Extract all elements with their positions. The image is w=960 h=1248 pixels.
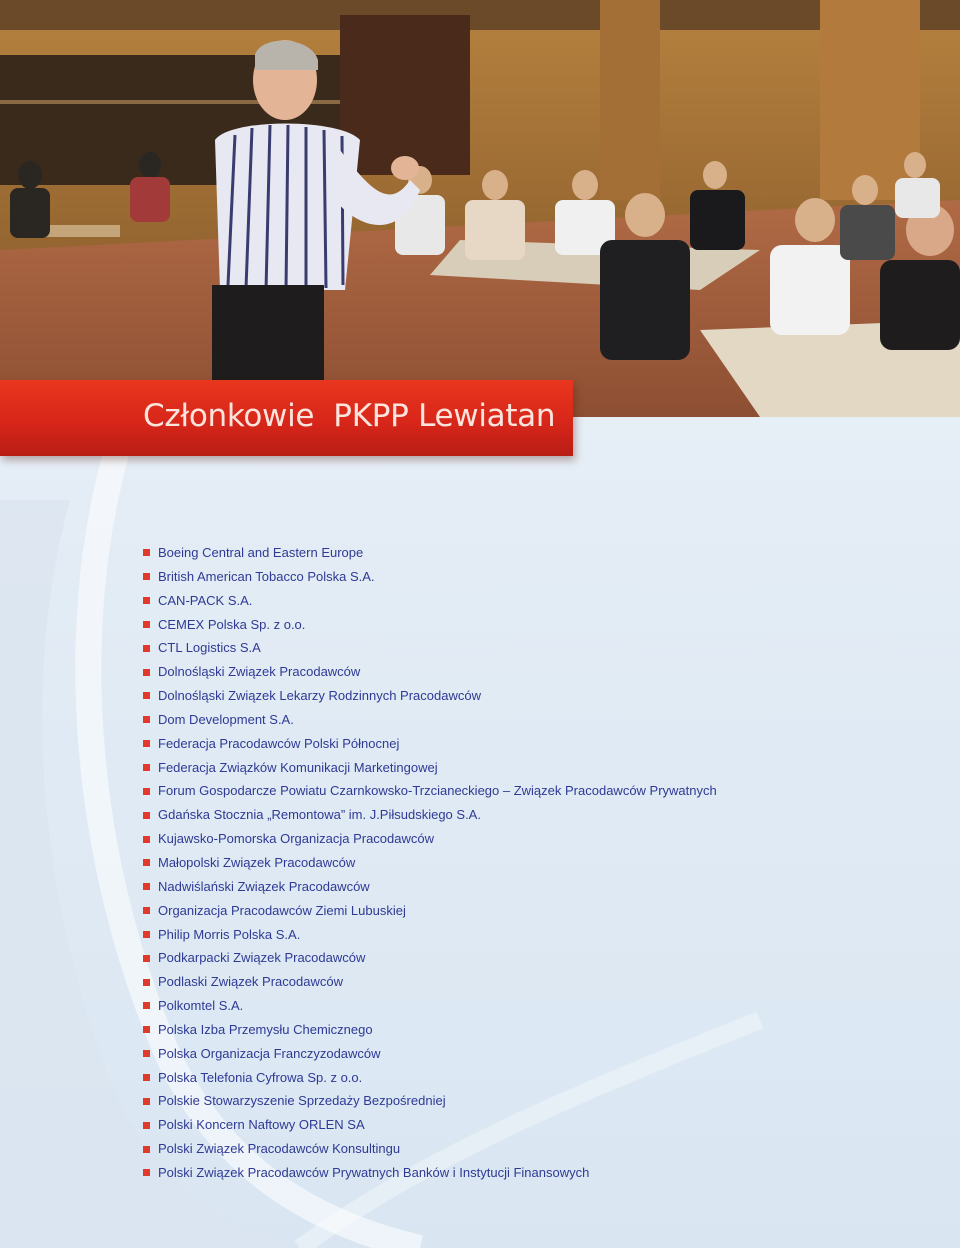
list-item [143, 1018, 717, 1042]
list-item [143, 1066, 717, 1090]
list-item [143, 1137, 717, 1161]
member-name: Dom Development S.A. [158, 711, 294, 727]
list-item [143, 732, 717, 756]
list-item [143, 970, 717, 994]
member-name: Philip Morris Polska S.A. [158, 926, 301, 942]
page-title: Członkowie PKPP Lewiatan [143, 398, 556, 434]
bullet-square-icon [143, 692, 150, 699]
bullet-square-icon [143, 573, 150, 580]
bullet-square-icon [143, 883, 150, 890]
member-name: Polski Związek Pracodawców Konsultingu [158, 1141, 401, 1157]
member-name: Polska Organizacja Franczyzodawców [158, 1045, 381, 1061]
bullet-square-icon [143, 1169, 150, 1176]
member-name: Polski Związek Pracodawców Prywatnych Banków i Instytucji Finansowych [158, 1164, 590, 1180]
bullet-square-icon [143, 1074, 150, 1081]
member-name: Małopolski Związek Pracodawców [158, 854, 356, 870]
bullet-square-icon [143, 597, 150, 604]
list-item [143, 946, 717, 970]
member-name: Polski Koncern Naftowy ORLEN SA [158, 1117, 365, 1133]
bullet-square-icon [143, 1122, 150, 1129]
member-name: Polska Telefonia Cyfrowa Sp. z o.o. [158, 1069, 363, 1085]
member-name: Podlaski Związek Pracodawców [158, 974, 343, 990]
member-name: Nadwiślański Związek Pracodawców [158, 878, 370, 894]
bullet-square-icon [143, 716, 150, 723]
member-name: CTL Logistics S.A [158, 640, 261, 656]
list-item [143, 589, 717, 613]
list-item [143, 827, 717, 851]
bullet-square-icon [143, 1026, 150, 1033]
member-name: Podkarpacki Związek Pracodawców [158, 950, 366, 966]
bullet-square-icon [143, 764, 150, 771]
title-banner [0, 380, 573, 456]
member-name: Gdańska Stocznia „Remontowa” im. J.Piłsudskiego S.A. [158, 807, 481, 823]
bullet-square-icon [143, 812, 150, 819]
list-item [143, 684, 717, 708]
list-item [143, 613, 717, 637]
bullet-square-icon [143, 979, 150, 986]
member-name: Forum Gospodarcze Powiatu Czarnkowsko-Trzcianeckiego – Związek Pracodawców Prywatnych [158, 783, 717, 799]
list-item [143, 1089, 717, 1113]
member-name: Polska Izba Przemysłu Chemicznego [158, 1021, 373, 1037]
bullet-square-icon [143, 907, 150, 914]
member-name: Dolnośląski Związek Lekarzy Rodzinnych Pracodawców [158, 688, 481, 704]
member-name: Federacja Związków Komunikacji Marketingowej [158, 759, 438, 775]
conference-audience-photo-icon [0, 0, 960, 417]
member-name: CEMEX Polska Sp. z o.o. [158, 616, 306, 632]
list-item [143, 1113, 717, 1137]
bullet-square-icon [143, 859, 150, 866]
member-name: British American Tobacco Polska S.A. [158, 568, 375, 584]
member-name: Polkomtel S.A. [158, 998, 244, 1014]
member-name: Boeing Central and Eastern Europe [158, 545, 364, 560]
list-item [143, 994, 717, 1018]
bullet-square-icon [143, 931, 150, 938]
member-name: Dolnośląski Związek Pracodawców [158, 664, 361, 680]
list-item [143, 899, 717, 923]
member-name: Organizacja Pracodawców Ziemi Lubuskiej [158, 902, 406, 918]
bullet-square-icon [143, 1050, 150, 1057]
list-item [143, 851, 717, 875]
list-item [143, 875, 717, 899]
bullet-square-icon [143, 1002, 150, 1009]
bullet-square-icon [143, 645, 150, 652]
bullet-square-icon [143, 740, 150, 747]
bullet-square-icon [143, 836, 150, 843]
member-name: Polskie Stowarzyszenie Sprzedaży Bezpośredniej [158, 1093, 446, 1109]
bullet-square-icon [143, 788, 150, 795]
bullet-square-icon [143, 1146, 150, 1153]
list-item [143, 660, 717, 684]
list-item [143, 565, 717, 589]
list-item [143, 541, 717, 565]
list-item [143, 756, 717, 780]
list-item [143, 708, 717, 732]
list-item [143, 779, 717, 803]
member-name: Kujawsko-Pomorska Organizacja Pracodawców [158, 831, 435, 847]
member-list [143, 541, 717, 1185]
bullet-square-icon [143, 1098, 150, 1105]
list-item [143, 803, 717, 827]
bullet-square-icon [143, 955, 150, 962]
member-name: CAN-PACK S.A. [158, 592, 253, 608]
conference-photo [0, 0, 960, 417]
bullet-square-icon [143, 549, 150, 556]
list-item [143, 1161, 717, 1185]
list-item [143, 1042, 717, 1066]
list-item [143, 636, 717, 660]
list-item [143, 923, 717, 947]
bullet-square-icon [143, 621, 150, 628]
member-name: Federacja Pracodawców Polski Północnej [158, 735, 400, 751]
bullet-square-icon [143, 669, 150, 676]
